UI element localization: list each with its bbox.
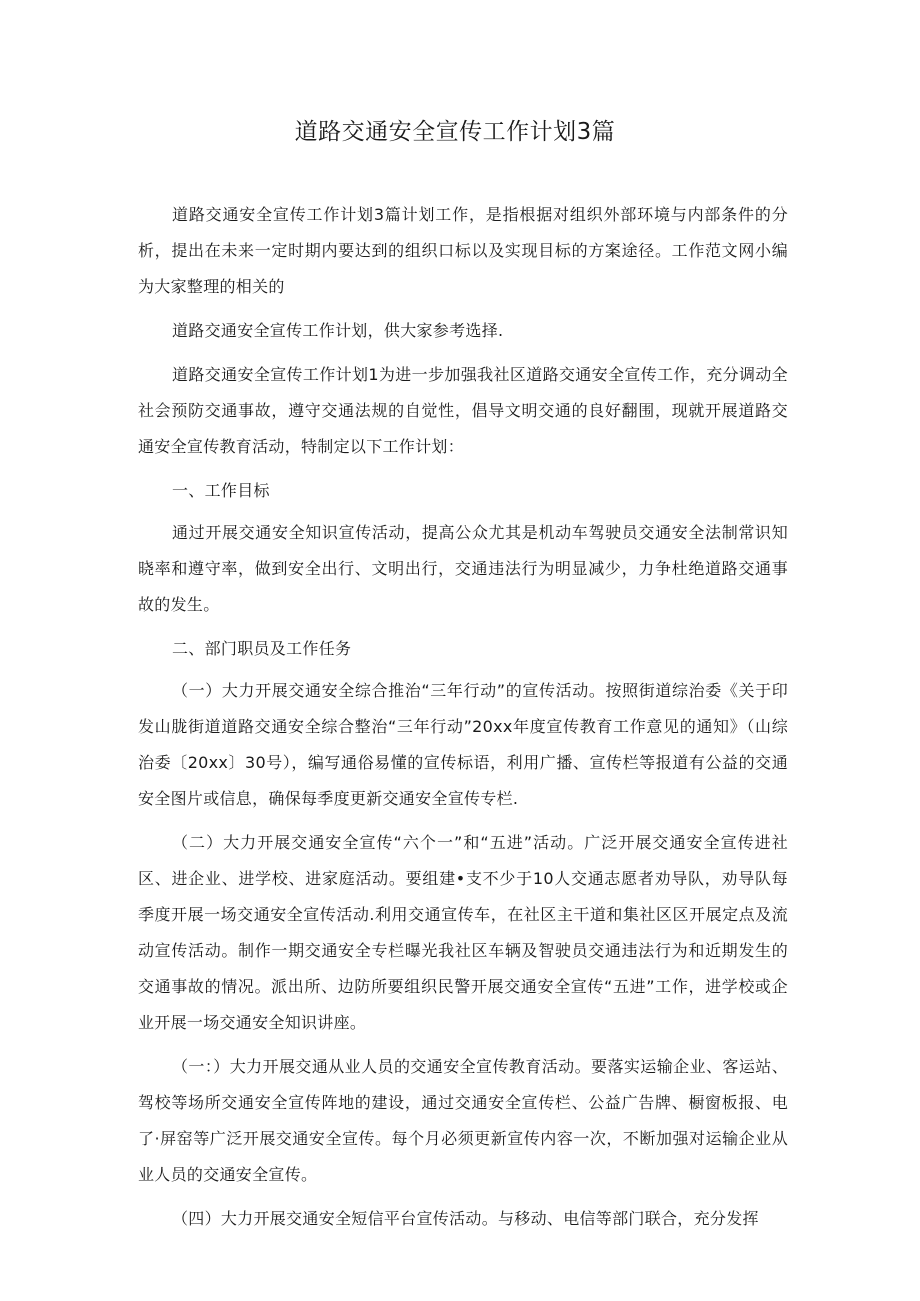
document-body — [138, 197, 788, 1245]
document-title: 道路交通安全宣传工作计划3篇 — [294, 119, 616, 145]
section-heading-goals: 一、工作目标 — [172, 481, 270, 500]
task-4-paragraph: （四）大力开展交通安全短信平台宣传活动。与移动、电信等部门联合，充分发挥 — [172, 1209, 759, 1228]
task-1-paragraph: （一）大力开展交通安全综合推治“三年行动”的宣传活动。按照街道综治委《关于印发山胧街道道路交通安全综合整治“三年行动”20xx年度宣传教育工作意见的通知》（山综治委〔20xx〕30号），编写通俗易懂的宣传标语，利用广播、宣传栏等报道有公益的交通安全图片或信息，确保每季度更新交通安全宣传专栏. — [138, 681, 788, 808]
plan-1-opening: 道路交通安全宣传工作计划1为进一步加强我社区道路交通安全宣传工作，充分调动全社会预防交通事故，遵守交通法规的自觉性，倡导文明交通的良好翻围，现就开展道路交通安全宣传教育活动，特制定以下工作计划： — [138, 365, 788, 456]
intro-paragraph: 道路交通安全宣传工作计划3篇计划工作，是指根据对组织外部环境与内部条件的分析，提出在未来一定时期内要达到的组织口标以及实现目标的方案途径。工作范文网小编为大家整理的相关的 — [138, 205, 788, 296]
section-heading-tasks: 二、部门职员及工作任务 — [172, 639, 352, 658]
intro-continuation: 道路交通安全宣传工作计划，供大家参考选择. — [172, 321, 504, 340]
goals-paragraph: 通过开展交通安全知识宣传活动，提高公众尤其是机动车驾驶员交通安全法制常识知晓率和遵守率，做到安全出行、文明出行，交通违法行为明显减少，力争杜绝道路交通事故的发生。 — [138, 523, 788, 614]
task-3-paragraph: （一：）大力开展交通从业人员的交通安全宣传教育活动。要落实运输企业、客运站、驾校等场所交通安全宣传阵地的建设，通过交通安全宣传栏、公益广告牌、橱窗板报、电了·屏窑等广泛开展交通安全宣传。每个月必须更新宣传内容一次，不断加强对运输企业从业人员的交通安全宣传。 — [138, 1057, 788, 1184]
task-2-paragraph: （二）大力开展交通安全宣传“六个一”和“五进”活动。广泛开展交通安全宣传进社区、进企业、进学校、进家庭活动。要组建•支不少于10人交通志愿者劝导队，劝导队每季度开展一场交通安全宣传活动.利用交通宣传车，在社区主干道和集社区区开展定点及流动宣传活动。制作一期交通安全专栏曝光我社区车辆及智驶员交通违法行为和近期发生的交通事故的情况。派出所、边防所要组织民警开展交通安全宣传“五进”工作，进学校或企业开展一场交通安全知识讲座。 — [138, 833, 788, 1032]
